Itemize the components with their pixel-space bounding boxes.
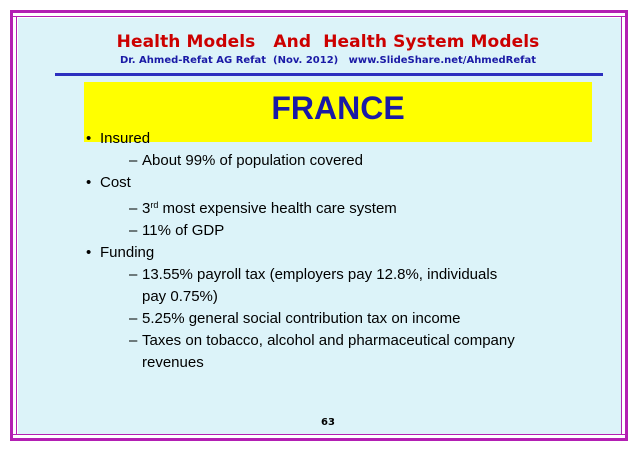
sub-bullet (86, 264, 606, 308)
sub-bullet (86, 308, 606, 330)
bullet-label: Funding (100, 244, 155, 261)
page-number: 63 (321, 417, 335, 428)
slide-header-subtitle: Dr. Ahmed-Refat AG Refat (Nov. 2012) www.SlideShare.net/AhmedRefat (119, 55, 537, 66)
sub-bullet-text: 5.25% general social contribution tax on income (142, 310, 461, 327)
sub-bullet (86, 150, 606, 172)
bullet-list (86, 128, 606, 374)
bullet-insured (86, 128, 606, 150)
frame-border-bottom-inner (10, 434, 628, 435)
sub-bullet-text: About 99% of population covered (142, 152, 363, 169)
sub-bullet (86, 220, 606, 242)
frame-border-right-inner (621, 16, 622, 435)
bullet-label: Insured (100, 130, 151, 147)
sub-bullet-text: 13.55% payroll tax (employers pay 12.8%, individuals (142, 266, 498, 283)
frame-border-left-inner (16, 16, 17, 435)
sub-bullet-text: 11% of GDP (142, 222, 225, 239)
frame-border-top-inner (10, 16, 628, 17)
bullet-label: Cost (100, 174, 131, 191)
frame-border-bottom (10, 438, 628, 441)
bullet-dot: • (86, 244, 92, 261)
country-title: FRANCE (271, 90, 405, 126)
sub-bullet-text: Taxes on tobacco, alcohol and pharmaceutical company (142, 332, 515, 349)
bullet-dot: • (86, 174, 92, 191)
bullet-cost (86, 172, 606, 194)
ordinal-superscript: rd (150, 200, 159, 210)
bullet-dot: • (86, 130, 92, 147)
bullet-funding (86, 242, 606, 264)
sub-bullet-text-cont: revenues (142, 354, 204, 371)
sub-bullet (86, 198, 606, 220)
sub-bullet-dash: – (129, 332, 138, 349)
sub-bullet (86, 330, 606, 374)
frame-border-top (10, 10, 628, 13)
sub-bullet-dash: – (129, 200, 138, 217)
sub-bullet-text-suffix: most expensive health care system (158, 200, 397, 217)
header-divider (55, 73, 603, 76)
sub-bullet-text-cont: pay 0.75%) (142, 288, 218, 305)
sub-bullet-dash: – (129, 152, 138, 169)
sub-bullet-dash: – (129, 266, 138, 283)
frame-border-right (625, 10, 628, 441)
sub-bullet-text-prefix: 3 (142, 200, 151, 217)
frame-border-left (10, 10, 13, 441)
sub-bullet-dash: – (129, 222, 138, 239)
slide-header-title: Health Models And Health System Models (116, 32, 540, 52)
sub-bullet-dash: – (129, 310, 138, 327)
